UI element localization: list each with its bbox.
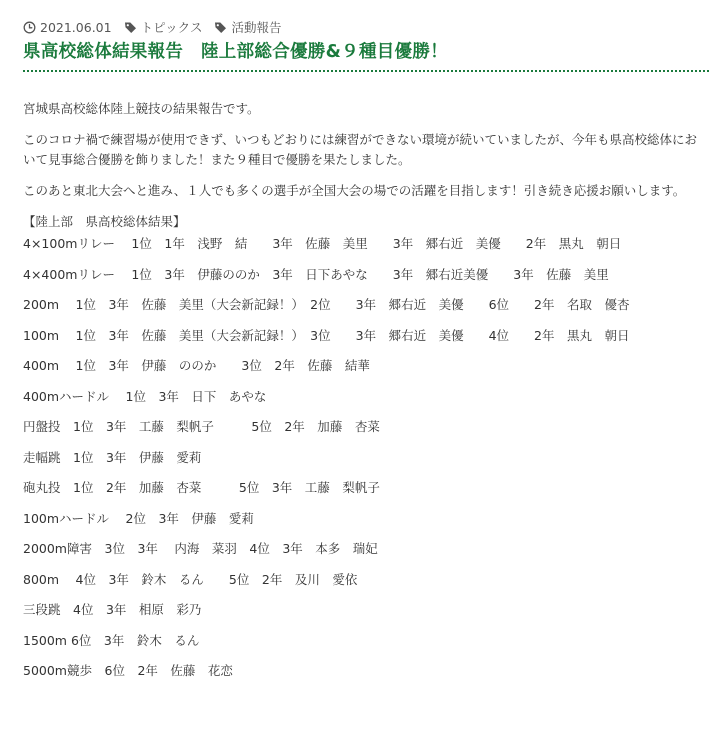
tag-icon: [124, 21, 141, 34]
post-date-text: 2021.06.01: [40, 19, 112, 35]
result-item: 400m 1位 3年 伊藤 ののか 3位 2年 佐藤 結華: [23, 358, 370, 373]
result-item: 800m 4位 3年 鈴木 るん 5位 2年 及川 愛依: [23, 571, 358, 587]
paragraph: このあと東北大会へと進み、１人でも多くの選手が全国大会の場での活躍を目指します！引き続き応援お願いします。: [23, 183, 686, 198]
result-item: 円盤投 1位 3年 工藤 梨帆子 5位 2年 加藤 杏菜: [23, 419, 380, 434]
result-item: 2000m障害 3位 3年 内海 菜羽 4位 3年 本多 瑞妃: [23, 541, 378, 556]
post-meta: [23, 18, 293, 36]
paragraph: このコロナ禍で練習場が使用できず、いつもどおりには練習ができない環境が続いていましたが、今年も県高校総体において見事総合優勝を飾りました！また９種目で優勝を果たしました。: [23, 132, 698, 167]
post-date: [23, 20, 112, 35]
result-item: 三段跳 4位 3年 相原 彩乃: [23, 602, 202, 617]
results-list: [23, 234, 709, 692]
result-item: 4×400mリレー 1位 3年 伊藤ののか 3年 日下あやな 3年 郷右近美優 3年 佐藤 美里: [23, 266, 609, 282]
result-item: 200m 1位 3年 佐藤 美里（大会新記録！） 2位 3年 郷右近 美優 6位 2年 名取 優杏: [23, 297, 630, 312]
clock-icon: [23, 21, 40, 34]
result-item: 走幅跳 1位 3年 伊藤 愛莉: [23, 449, 202, 465]
post-tag[interactable]: [214, 18, 281, 36]
tag-icon: [214, 21, 231, 34]
post-category[interactable]: [124, 18, 203, 36]
paragraph: 宮城県高校総体陸上競技の結果報告です。: [23, 101, 260, 116]
result-item: 砲丸投 1位 2年 加藤 杏菜 5位 3年 工藤 梨帆子: [23, 480, 380, 495]
category-link[interactable]: トピックス: [140, 20, 203, 35]
results-heading: 【陸上部 県高校総体結果】: [23, 214, 186, 229]
title-divider: [23, 70, 709, 72]
result-item: 5000m競歩 6位 2年 佐藤 花恋: [23, 663, 233, 678]
tag-link[interactable]: 活動報告: [231, 20, 282, 35]
result-item: 100m 1位 3年 佐藤 美里（大会新記録！） 3位 3年 郷右近 美優 4位 2年 黒丸 朝日: [23, 327, 630, 343]
result-item: 400mハードル 1位 3年 日下 あやな: [23, 388, 267, 404]
post-content: [23, 99, 709, 692]
result-item: 4×100mリレー 1位 1年 浅野 結 3年 佐藤 美里 3年 郷右近 美優 2年 黒丸 朝日: [23, 236, 622, 251]
result-item: 100mハードル 2位 3年 伊藤 愛莉: [23, 510, 254, 526]
result-item: 1500m 6位 3年 鈴木 るん: [23, 632, 200, 648]
post-title: 県高校総体結果報告 陸上部総合優勝&９種目優勝！: [23, 42, 448, 62]
